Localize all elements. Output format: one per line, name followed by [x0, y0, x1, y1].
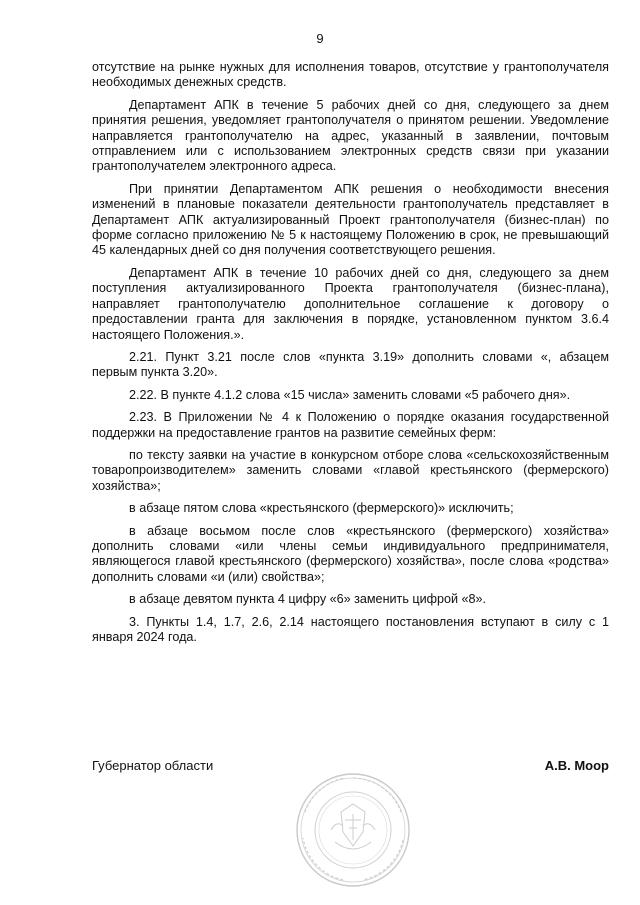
- paragraph: Департамент АПК в течение 5 рабочих дней со дня, следующего за днем принятия решения, уведомляет грантополучателя о принятом решении. Уведомление направляется грантополучателю на адрес, указанный в заявлении, почтовым отправлением или с использованием электронных средств связи при указании грантополучателем электронного адреса.: [92, 97, 609, 174]
- paragraph: 2.23. В Приложении № 4 к Положению о порядке оказания государственной поддержки на предоставление грантов на развитие семейных ферм:: [92, 410, 609, 440]
- paragraph: 2.22. В пункте 4.1.2 слова «15 числа» заменить словами «5 рабочего дня».: [129, 387, 571, 402]
- signatory-position: Губернатор области: [92, 758, 214, 773]
- paragraph: При принятии Департаментом АПК решения о необходимости внесения изменений в плановые показатели деятельности грантополучатель представляет в Департамент АПК актуализированный Проект грантополучателя (бизнес-план) по форме согласно приложению № 5 к настоящему Положению в срок, не превышающий 45 календарных дней со дня получения соответствующего решения.: [92, 181, 609, 258]
- signatory-name: А.В. Моор: [544, 758, 609, 773]
- paragraph: в абзаце восьмом после слов «крестьянского (фермерского) хозяйства» дополнить словами «или члены семьи индивидуального предпринимателя, являющегося главой крестьянского (фермерского) хозяйства», после слова «родства» дополнить словами «и (или) свойства»;: [92, 523, 609, 584]
- official-seal-icon: [293, 770, 413, 890]
- paragraph: отсутствие на рынке нужных для исполнения товаров, отсутствие у грантополучателя необходимых денежных средств.: [92, 60, 609, 90]
- page-number: 9: [316, 31, 324, 46]
- paragraph: в абзаце пятом слова «крестьянского (фермерского)» исключить;: [129, 501, 514, 516]
- document-body: [92, 60, 609, 652]
- paragraph: 2.21. Пункт 3.21 после слов «пункта 3.19» дополнить словами «, абзацем первым пункта 3.20».: [92, 349, 609, 380]
- paragraph: по тексту заявки на участие в конкурсном отборе слова «сельскохозяйственным товаропроизводителем» заменить словами «главой крестьянского (фермерского) хозяйства»;: [92, 447, 609, 493]
- paragraph: в абзаце девятом пункта 4 цифру «6» заменить цифрой «8».: [129, 592, 487, 607]
- paragraph: Департамент АПК в течение 10 рабочих дней со дня, следующего за днем поступления актуализированного Проекта грантополучателя (бизнес-плана), направляет грантополучателю дополнительное соглашение к договору о предоставлении гранта для заключения в порядке, установленном пунктом 3.6.4 настоящего Положения.».: [92, 265, 609, 342]
- paragraph: 3. Пункты 1.4, 1.7, 2.6, 2.14 настоящего постановления вступают в силу с 1 января 2024 года.: [92, 614, 609, 644]
